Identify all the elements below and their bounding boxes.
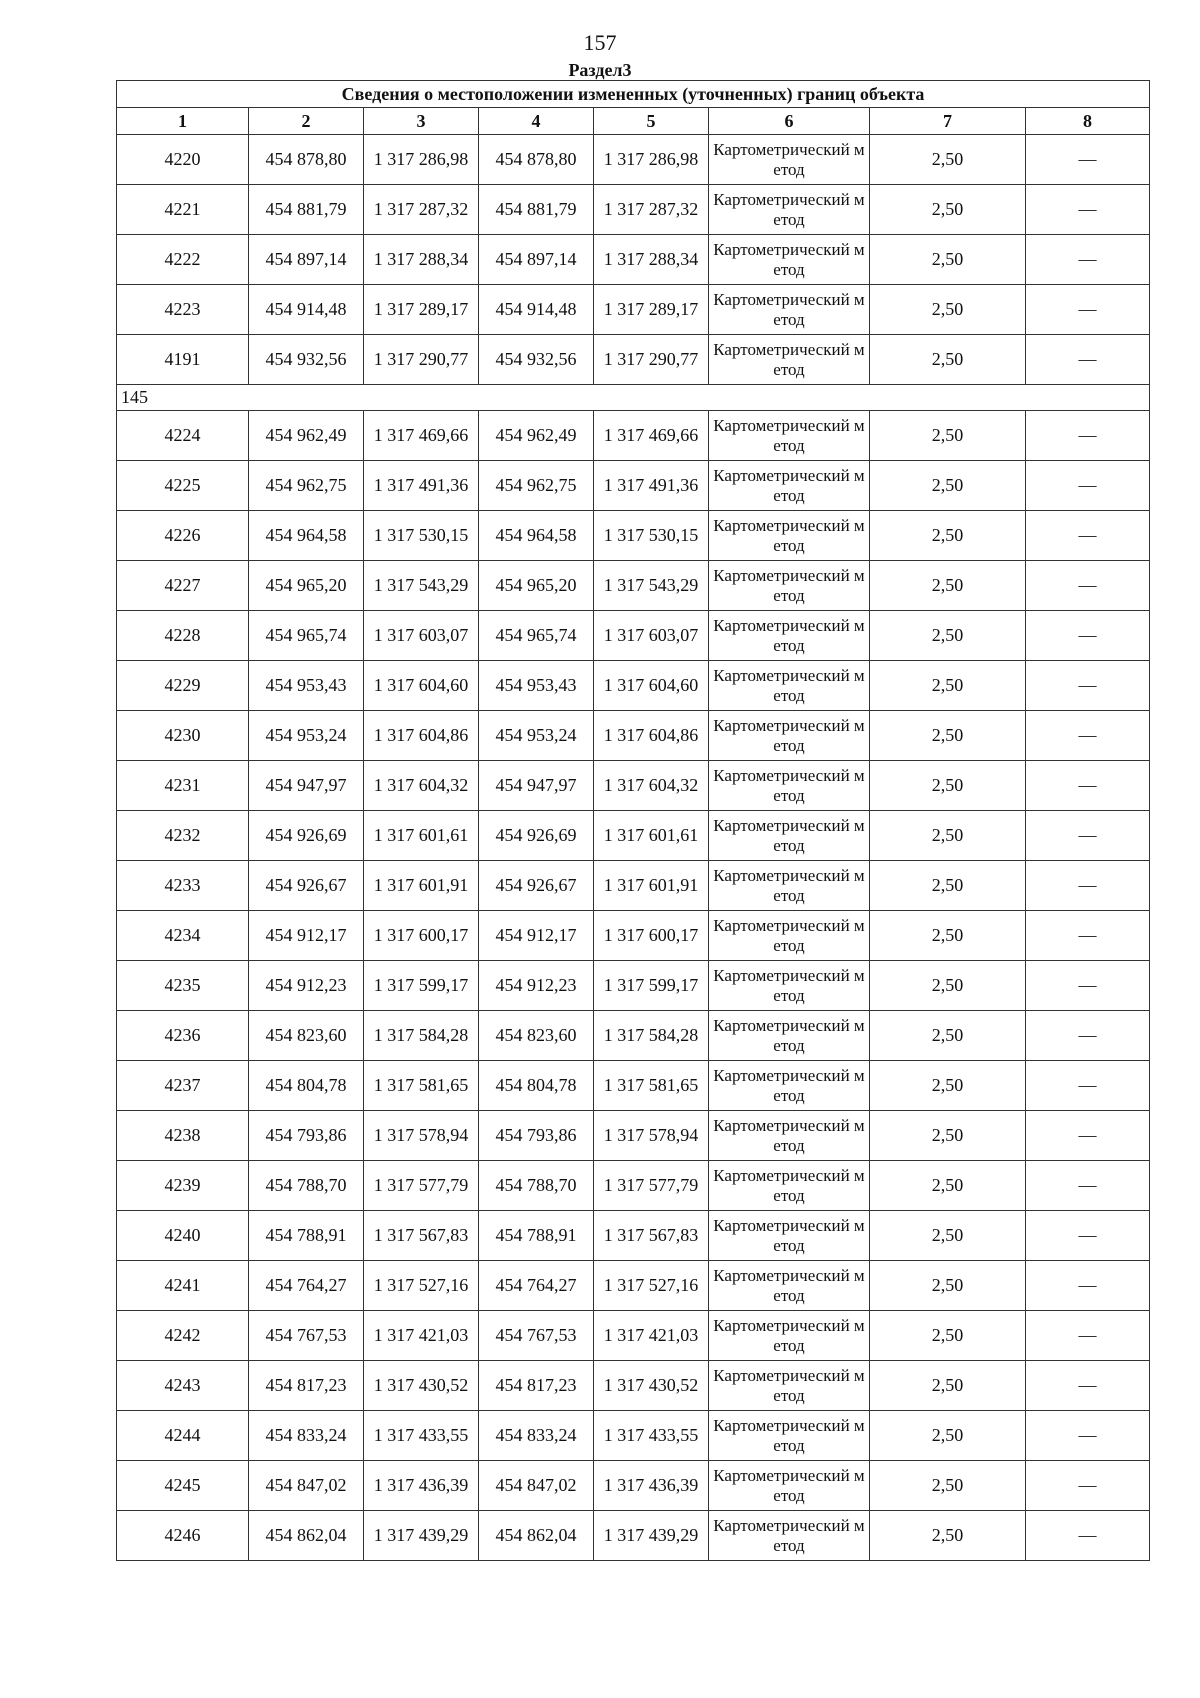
table-cell-col-1: 4233: [117, 861, 249, 911]
table-cell-col-5: 1 317 604,32: [594, 761, 709, 811]
table-cell-col-6: Картометрический метод: [709, 1061, 870, 1111]
coordinates-table: [116, 80, 1150, 1561]
table-row: [117, 911, 1150, 961]
table-cell-col-4: 454 788,91: [479, 1211, 594, 1261]
table-cell-col-3: 1 317 600,17: [364, 911, 479, 961]
table-cell-col-3: 1 317 530,15: [364, 511, 479, 561]
table-cell-col-4: 454 912,17: [479, 911, 594, 961]
table-row: [117, 411, 1150, 461]
table-cell-col-4: 454 764,27: [479, 1261, 594, 1311]
table-cell-col-4: 454 947,97: [479, 761, 594, 811]
table-cell-col-1: 4222: [117, 235, 249, 285]
table-row: [117, 611, 1150, 661]
table-cell-col-4: 454 847,02: [479, 1461, 594, 1511]
table-cell-col-6: Картометрический метод: [709, 235, 870, 285]
table-cell-col-8: —: [1026, 1161, 1150, 1211]
table-cell-col-7: 2,50: [870, 661, 1026, 711]
table-cell-col-2: 454 764,27: [249, 1261, 364, 1311]
table-cell-col-6: Картометрический метод: [709, 1361, 870, 1411]
table-cell-col-8: —: [1026, 761, 1150, 811]
table-cell-col-4: 454 804,78: [479, 1061, 594, 1111]
table-cell-col-2: 454 847,02: [249, 1461, 364, 1511]
table-cell-col-7: 2,50: [870, 1261, 1026, 1311]
table-cell-col-2: 454 962,49: [249, 411, 364, 461]
table-cell-col-1: 4245: [117, 1461, 249, 1511]
table-cell-col-8: —: [1026, 1011, 1150, 1061]
table-cell-col-1: 4243: [117, 1361, 249, 1411]
table-row: [117, 1411, 1150, 1461]
table-cell-col-8: —: [1026, 861, 1150, 911]
table-cell-col-3: 1 317 584,28: [364, 1011, 479, 1061]
table-cell-col-3: 1 317 289,17: [364, 285, 479, 335]
table-row: [117, 1511, 1150, 1561]
table-cell-col-8: —: [1026, 811, 1150, 861]
table-cell-col-4: 454 881,79: [479, 185, 594, 235]
table-row: [117, 511, 1150, 561]
table-cell-col-5: 1 317 289,17: [594, 285, 709, 335]
table-cell-col-5: 1 317 601,91: [594, 861, 709, 911]
table-cell-col-5: 1 317 287,32: [594, 185, 709, 235]
table-cell-col-5: 1 317 527,16: [594, 1261, 709, 1311]
table-cell-col-4: 454 962,75: [479, 461, 594, 511]
table-row: [117, 861, 1150, 911]
table-cell-col-1: 4246: [117, 1511, 249, 1561]
table-cell-col-6: Картометрический метод: [709, 661, 870, 711]
table-cell-col-7: 2,50: [870, 135, 1026, 185]
column-number-4: 4: [479, 108, 594, 135]
table-cell-col-2: 454 965,20: [249, 561, 364, 611]
table-cell-col-5: 1 317 599,17: [594, 961, 709, 1011]
table-cell-col-1: 4239: [117, 1161, 249, 1211]
column-number-2: 2: [249, 108, 364, 135]
table-cell-col-1: 4225: [117, 461, 249, 511]
table-cell-col-5: 1 317 604,60: [594, 661, 709, 711]
table-cell-col-6: Картометрический метод: [709, 961, 870, 1011]
table-cell-col-3: 1 317 604,60: [364, 661, 479, 711]
table-cell-col-1: 4237: [117, 1061, 249, 1111]
table-cell-col-8: —: [1026, 911, 1150, 961]
table-cell-col-8: —: [1026, 1111, 1150, 1161]
table-cell-col-2: 454 897,14: [249, 235, 364, 285]
table-cell-col-4: 454 788,70: [479, 1161, 594, 1211]
table-cell-col-3: 1 317 287,32: [364, 185, 479, 235]
table-cell-col-1: 4221: [117, 185, 249, 235]
table-cell-col-6: Картометрический метод: [709, 1311, 870, 1361]
table-cell-col-4: 454 914,48: [479, 285, 594, 335]
table-cell-col-5: 1 317 604,86: [594, 711, 709, 761]
table-row: [117, 561, 1150, 611]
table-cell-col-2: 454 817,23: [249, 1361, 364, 1411]
table-cell-col-8: —: [1026, 1261, 1150, 1311]
page-number: 157: [583, 30, 617, 55]
table-cell-col-2: 454 914,48: [249, 285, 364, 335]
table-cell-col-3: 1 317 604,86: [364, 711, 479, 761]
table-cell-col-5: 1 317 421,03: [594, 1311, 709, 1361]
table-cell-col-6: Картометрический метод: [709, 1261, 870, 1311]
table-body-group-b: [117, 411, 1150, 1561]
column-number-7: 7: [870, 108, 1026, 135]
table-row: [117, 1011, 1150, 1061]
table-cell-col-7: 2,50: [870, 1211, 1026, 1261]
table-cell-col-4: 454 953,43: [479, 661, 594, 711]
table-cell-col-7: 2,50: [870, 711, 1026, 761]
table-cell-col-1: 4244: [117, 1411, 249, 1461]
table-row: [117, 235, 1150, 285]
table-cell-col-8: —: [1026, 235, 1150, 285]
table-cell-col-2: 454 788,70: [249, 1161, 364, 1211]
table-cell-col-8: —: [1026, 185, 1150, 235]
column-number-6: 6: [709, 108, 870, 135]
table-cell-col-2: 454 932,56: [249, 335, 364, 385]
table-cell-col-1: 4230: [117, 711, 249, 761]
table-cell-col-3: 1 317 286,98: [364, 135, 479, 185]
table-cell-col-4: 454 953,24: [479, 711, 594, 761]
table-cell-col-5: 1 317 469,66: [594, 411, 709, 461]
table-cell-col-7: 2,50: [870, 1111, 1026, 1161]
table-cell-col-7: 2,50: [870, 1011, 1026, 1061]
table-cell-col-1: 4226: [117, 511, 249, 561]
table-cell-col-2: 454 964,58: [249, 511, 364, 561]
table-cell-col-2: 454 833,24: [249, 1411, 364, 1461]
table-cell-col-8: —: [1026, 611, 1150, 661]
table-row: [117, 661, 1150, 711]
table-row: [117, 1111, 1150, 1161]
table-cell-col-5: 1 317 288,34: [594, 235, 709, 285]
column-number-row: [117, 108, 1150, 135]
table-row: [117, 285, 1150, 335]
table-cell-col-6: Картометрический метод: [709, 811, 870, 861]
table-cell-col-3: 1 317 543,29: [364, 561, 479, 611]
table-cell-col-1: 4240: [117, 1211, 249, 1261]
table-cell-col-8: —: [1026, 1461, 1150, 1511]
table-cell-col-2: 454 823,60: [249, 1011, 364, 1061]
table-row: [117, 185, 1150, 235]
table-row: [117, 711, 1150, 761]
table-cell-col-2: 454 788,91: [249, 1211, 364, 1261]
table-cell-col-8: —: [1026, 1361, 1150, 1411]
table-cell-col-5: 1 317 433,55: [594, 1411, 709, 1461]
table-cell-col-8: —: [1026, 1311, 1150, 1361]
table-cell-col-4: 454 862,04: [479, 1511, 594, 1561]
table-cell-col-1: 4238: [117, 1111, 249, 1161]
table-row: [117, 135, 1150, 185]
table-cell-col-6: Картометрический метод: [709, 1411, 870, 1461]
table-cell-col-3: 1 317 567,83: [364, 1211, 479, 1261]
table-cell-col-5: 1 317 436,39: [594, 1461, 709, 1511]
table-cell-col-1: 4228: [117, 611, 249, 661]
table-cell-col-7: 2,50: [870, 1511, 1026, 1561]
table-cell-col-6: Картометрический метод: [709, 411, 870, 461]
table-cell-col-8: —: [1026, 335, 1150, 385]
table-cell-col-8: —: [1026, 1061, 1150, 1111]
table-row: [117, 761, 1150, 811]
table-cell-col-3: 1 317 577,79: [364, 1161, 479, 1211]
table-row: [117, 1361, 1150, 1411]
table-cell-col-6: Картометрический метод: [709, 335, 870, 385]
table-cell-col-6: Картометрический метод: [709, 1211, 870, 1261]
table-cell-col-3: 1 317 601,61: [364, 811, 479, 861]
table-row: [117, 1061, 1150, 1111]
table-cell-col-8: —: [1026, 135, 1150, 185]
table-cell-col-5: 1 317 567,83: [594, 1211, 709, 1261]
table-cell-col-6: Картометрический метод: [709, 1461, 870, 1511]
table-cell-col-3: 1 317 491,36: [364, 461, 479, 511]
table-cell-col-2: 454 962,75: [249, 461, 364, 511]
table-cell-col-2: 454 881,79: [249, 185, 364, 235]
table-cell-col-2: 454 947,97: [249, 761, 364, 811]
table-cell-col-1: 4220: [117, 135, 249, 185]
table-cell-col-2: 454 926,67: [249, 861, 364, 911]
table-cell-col-4: 454 964,58: [479, 511, 594, 561]
table-cell-col-7: 2,50: [870, 411, 1026, 461]
table-cell-col-5: 1 317 439,29: [594, 1511, 709, 1561]
table-cell-col-4: 454 793,86: [479, 1111, 594, 1161]
table-cell-col-6: Картометрический метод: [709, 711, 870, 761]
table-cell-col-7: 2,50: [870, 1411, 1026, 1461]
table-cell-col-3: 1 317 527,16: [364, 1261, 479, 1311]
table-row: [117, 1261, 1150, 1311]
table-cell-col-4: 454 767,53: [479, 1311, 594, 1361]
table-cell-col-5: 1 317 584,28: [594, 1011, 709, 1061]
table-cell-col-6: Картометрический метод: [709, 185, 870, 235]
table-cell-col-5: 1 317 603,07: [594, 611, 709, 661]
table-cell-col-7: 2,50: [870, 461, 1026, 511]
table-cell-col-7: 2,50: [870, 235, 1026, 285]
table-cell-col-4: 454 926,67: [479, 861, 594, 911]
table-cell-col-7: 2,50: [870, 1311, 1026, 1361]
table-cell-col-1: 4191: [117, 335, 249, 385]
table-cell-col-8: —: [1026, 1411, 1150, 1461]
table-cell-col-4: 454 912,23: [479, 961, 594, 1011]
group-label: 145: [117, 385, 1150, 411]
table-cell-col-1: 4232: [117, 811, 249, 861]
table-cell-col-8: —: [1026, 1511, 1150, 1561]
table-cell-col-6: Картометрический метод: [709, 1161, 870, 1211]
table-cell-col-3: 1 317 599,17: [364, 961, 479, 1011]
table-cell-col-7: 2,50: [870, 811, 1026, 861]
table-cell-col-2: 454 767,53: [249, 1311, 364, 1361]
table-cell-col-3: 1 317 603,07: [364, 611, 479, 661]
column-number-3: 3: [364, 108, 479, 135]
table-cell-col-4: 454 965,20: [479, 561, 594, 611]
table-cell-col-7: 2,50: [870, 611, 1026, 661]
table-cell-col-1: 4241: [117, 1261, 249, 1311]
table-cell-col-7: 2,50: [870, 1161, 1026, 1211]
table-cell-col-7: 2,50: [870, 1461, 1026, 1511]
table-cell-col-5: 1 317 601,61: [594, 811, 709, 861]
table-cell-col-8: —: [1026, 661, 1150, 711]
table-cell-col-6: Картометрический метод: [709, 911, 870, 961]
table-cell-col-4: 454 833,24: [479, 1411, 594, 1461]
table-cell-col-1: 4231: [117, 761, 249, 811]
table-row: [117, 1311, 1150, 1361]
table-cell-col-5: 1 317 581,65: [594, 1061, 709, 1111]
table-body-group-a: [117, 135, 1150, 385]
table-cell-col-3: 1 317 469,66: [364, 411, 479, 461]
table-cell-col-4: 454 926,69: [479, 811, 594, 861]
table-cell-col-3: 1 317 604,32: [364, 761, 479, 811]
section-title: Раздел3: [568, 60, 632, 80]
table-cell-col-4: 454 965,74: [479, 611, 594, 661]
table-cell-col-6: Картометрический метод: [709, 461, 870, 511]
table-cell-col-1: 4229: [117, 661, 249, 711]
table-row: [117, 335, 1150, 385]
table-cell-col-5: 1 317 430,52: [594, 1361, 709, 1411]
table-row: [117, 811, 1150, 861]
table-cell-col-8: —: [1026, 285, 1150, 335]
table-cell-col-5: 1 317 543,29: [594, 561, 709, 611]
table-cell-col-7: 2,50: [870, 185, 1026, 235]
table-row: [117, 1461, 1150, 1511]
group-separator-row: [117, 385, 1150, 411]
table-cell-col-1: 4223: [117, 285, 249, 335]
table-cell-col-5: 1 317 290,77: [594, 335, 709, 385]
table-cell-col-7: 2,50: [870, 961, 1026, 1011]
table-cell-col-2: 454 878,80: [249, 135, 364, 185]
table-cell-col-1: 4234: [117, 911, 249, 961]
table-cell-col-1: 4227: [117, 561, 249, 611]
table-cell-col-8: —: [1026, 1211, 1150, 1261]
table-row: [117, 961, 1150, 1011]
table-cell-col-6: Картометрический метод: [709, 561, 870, 611]
table-cell-col-2: 454 965,74: [249, 611, 364, 661]
table-cell-col-6: Картометрический метод: [709, 511, 870, 561]
table-cell-col-1: 4242: [117, 1311, 249, 1361]
table-cell-col-2: 454 953,24: [249, 711, 364, 761]
table-cell-col-1: 4235: [117, 961, 249, 1011]
column-number-1: 1: [117, 108, 249, 135]
table-cell-col-6: Картометрический метод: [709, 285, 870, 335]
table-cell-col-5: 1 317 530,15: [594, 511, 709, 561]
column-number-5: 5: [594, 108, 709, 135]
table-cell-col-6: Картометрический метод: [709, 611, 870, 661]
table-cell-col-5: 1 317 491,36: [594, 461, 709, 511]
table-cell-col-2: 454 953,43: [249, 661, 364, 711]
table-cell-col-5: 1 317 286,98: [594, 135, 709, 185]
table-cell-col-3: 1 317 430,52: [364, 1361, 479, 1411]
table-cell-col-7: 2,50: [870, 511, 1026, 561]
table-cell-col-2: 454 862,04: [249, 1511, 364, 1561]
table-row: [117, 1211, 1150, 1261]
table-cell-col-4: 454 817,23: [479, 1361, 594, 1411]
table-cell-col-3: 1 317 601,91: [364, 861, 479, 911]
table-cell-col-8: —: [1026, 411, 1150, 461]
table-cell-col-7: 2,50: [870, 911, 1026, 961]
table-cell-col-8: —: [1026, 961, 1150, 1011]
table-cell-col-3: 1 317 288,34: [364, 235, 479, 285]
table-cell-col-3: 1 317 581,65: [364, 1061, 479, 1111]
table-cell-col-6: Картометрический метод: [709, 1111, 870, 1161]
table-cell-col-3: 1 317 439,29: [364, 1511, 479, 1561]
table-cell-col-5: 1 317 600,17: [594, 911, 709, 961]
table-cell-col-7: 2,50: [870, 761, 1026, 811]
table-cell-col-3: 1 317 290,77: [364, 335, 479, 385]
table-cell-col-8: —: [1026, 561, 1150, 611]
table-cell-col-2: 454 793,86: [249, 1111, 364, 1161]
table-cell-col-2: 454 912,17: [249, 911, 364, 961]
table-row: [117, 1161, 1150, 1211]
table-cell-col-7: 2,50: [870, 285, 1026, 335]
table-cell-col-4: 454 932,56: [479, 335, 594, 385]
table-cell-col-7: 2,50: [870, 561, 1026, 611]
table-cell-col-6: Картометрический метод: [709, 135, 870, 185]
table-cell-col-6: Картометрический метод: [709, 761, 870, 811]
table-cell-col-7: 2,50: [870, 335, 1026, 385]
table-cell-col-4: 454 962,49: [479, 411, 594, 461]
table-cell-col-8: —: [1026, 461, 1150, 511]
table-cell-col-7: 2,50: [870, 1061, 1026, 1111]
table-cell-col-5: 1 317 578,94: [594, 1111, 709, 1161]
table-cell-col-3: 1 317 433,55: [364, 1411, 479, 1461]
table-caption: Сведения о местоположении измененных (уточненных) границ объекта: [117, 81, 1150, 108]
table-cell-col-3: 1 317 436,39: [364, 1461, 479, 1511]
table-cell-col-2: 454 926,69: [249, 811, 364, 861]
table-cell-col-1: 4236: [117, 1011, 249, 1061]
table-cell-col-7: 2,50: [870, 861, 1026, 911]
table-cell-col-4: 454 897,14: [479, 235, 594, 285]
table-cell-col-6: Картометрический метод: [709, 1011, 870, 1061]
table-cell-col-2: 454 804,78: [249, 1061, 364, 1111]
table-cell-col-6: Картометрический метод: [709, 1511, 870, 1561]
table-cell-col-3: 1 317 421,03: [364, 1311, 479, 1361]
table-cell-col-6: Картометрический метод: [709, 861, 870, 911]
column-number-8: 8: [1026, 108, 1150, 135]
table-cell-col-4: 454 823,60: [479, 1011, 594, 1061]
table-cell-col-5: 1 317 577,79: [594, 1161, 709, 1211]
table-cell-col-1: 4224: [117, 411, 249, 461]
table-cell-col-7: 2,50: [870, 1361, 1026, 1411]
table-cell-col-4: 454 878,80: [479, 135, 594, 185]
table-cell-col-8: —: [1026, 711, 1150, 761]
table-row: [117, 461, 1150, 511]
table-cell-col-2: 454 912,23: [249, 961, 364, 1011]
table-cell-col-3: 1 317 578,94: [364, 1111, 479, 1161]
table-cell-col-8: —: [1026, 511, 1150, 561]
